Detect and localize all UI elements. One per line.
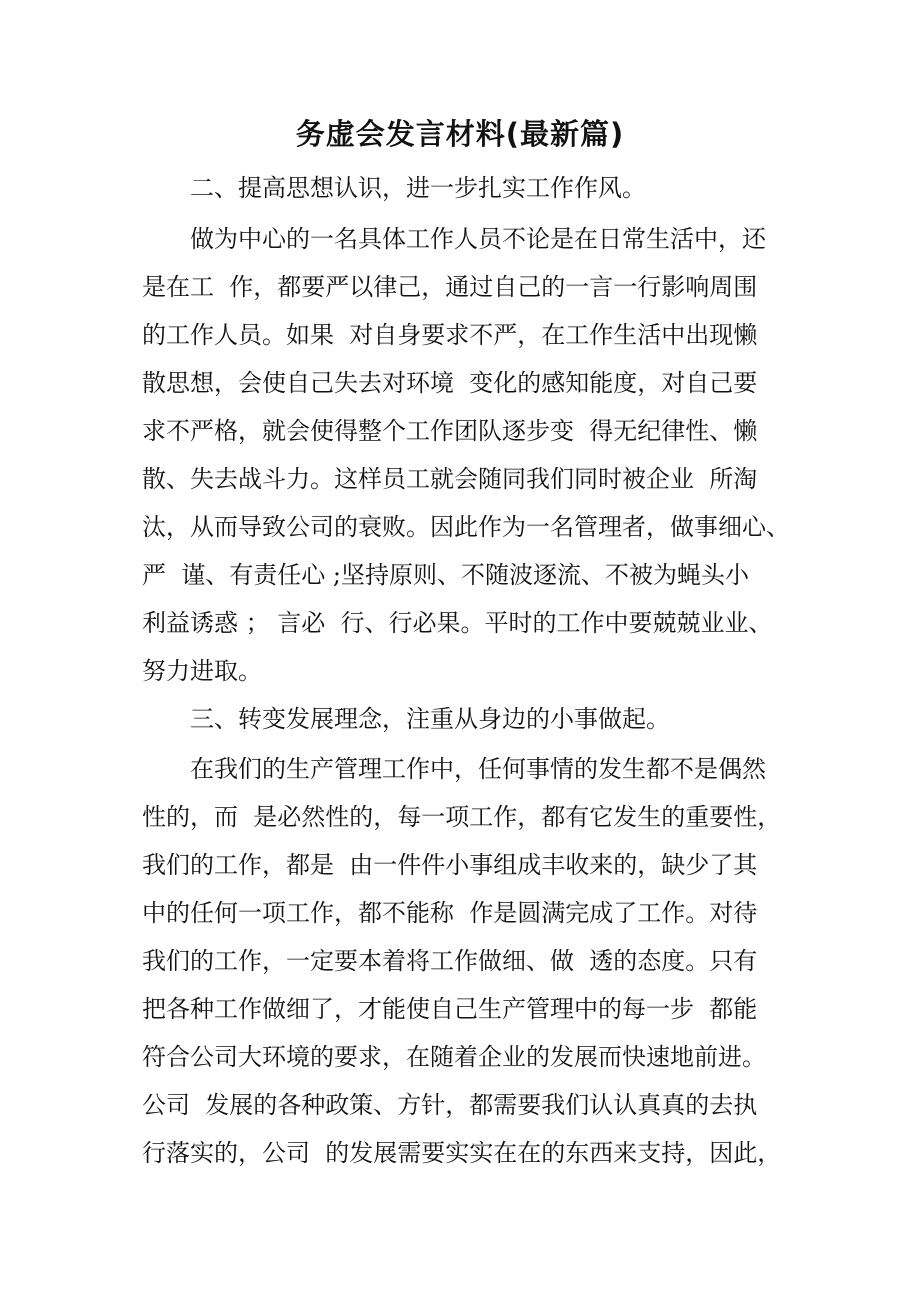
- line-text: 行落实的，公司 的发展需要实实在在的东西来支持，因此，: [142, 1139, 782, 1167]
- line-text: 我们的工作，一定要本着将工作做细、做 透的态度。只有: [142, 947, 758, 975]
- line-text: 汰，从而导致公司的衰败。因此作为一名管理者，做事细心、: [142, 513, 790, 541]
- text-line: [0, 1081, 920, 1129]
- text-line: [0, 745, 920, 793]
- line-text: 在我们的生产管理工作中，任何事情的发生都不是偶然: [190, 755, 766, 783]
- line-text: 严 谨、有责任心 ;坚持原则、不随波逐流、不被为蝇头小: [142, 561, 749, 589]
- text-line: [0, 793, 920, 841]
- text-line: [0, 647, 920, 695]
- text-line: [0, 841, 920, 889]
- text-line: [0, 695, 920, 743]
- text-line: [0, 164, 920, 212]
- text-line: [0, 311, 920, 359]
- line-text: 我们的工作，都是 由一件件小事组成丰收来的，缺少了其: [142, 851, 758, 879]
- line-text: 做为中心的一名具体工作人员不论是在日常生活中，还: [190, 225, 766, 253]
- text-line: [0, 889, 920, 937]
- text-line: [0, 407, 920, 455]
- line-text: 性的，而 是必然性的，每一项工作，都有它发生的重要性，: [142, 803, 782, 831]
- line-text: 散思想，会使自己失去对环境 变化的感知能度，对自己要: [142, 369, 758, 397]
- text-line: [0, 937, 920, 985]
- text-line: [0, 215, 920, 263]
- line-text: 的工作人员。如果 对自身要求不严，在工作生活中出现懒: [142, 321, 758, 349]
- line-text: 努力进取。: [142, 657, 262, 685]
- text-line: [0, 263, 920, 311]
- line-text: 散、失去战斗力。这样员工就会随同我们同时被企业 所淘: [142, 465, 758, 493]
- text-line: [0, 599, 920, 647]
- text-line: [0, 503, 920, 551]
- line-text: 符合公司大环境的要求，在随着企业的发展而快速地前进。: [142, 1043, 766, 1071]
- line-text: 二、提高思想认识，进一步扎实工作作风。: [190, 174, 646, 202]
- line-text: 求不严格，就会使得整个工作团队逐步变 得无纪律性、懒: [142, 417, 758, 445]
- text-line: [0, 1033, 920, 1081]
- text-line: [0, 359, 920, 407]
- line-text: 中的任何一项工作，都不能称 作是圆满完成了工作。对待: [142, 899, 758, 927]
- line-text: 利益诱惑 ； 言必 行、行必果。平时的工作中要兢兢业业、: [142, 609, 773, 637]
- document-title: 务虚会发言材料(最新篇): [295, 117, 625, 151]
- line-text: 是在工 作，都要严以律己，通过自己的一言一行影响周围: [142, 273, 758, 301]
- text-line: [0, 985, 920, 1033]
- line-text: 三、转变发展理念，注重从身边的小事做起。: [190, 705, 670, 733]
- line-text: 公司 发展的各种政策、方针，都需要我们认认真真的去执: [142, 1091, 758, 1119]
- text-line: [0, 551, 920, 599]
- text-line: [0, 1129, 920, 1177]
- line-text: 把各种工作做细了，才能使自己生产管理中的每一步 都能: [142, 995, 758, 1023]
- text-line: [0, 455, 920, 503]
